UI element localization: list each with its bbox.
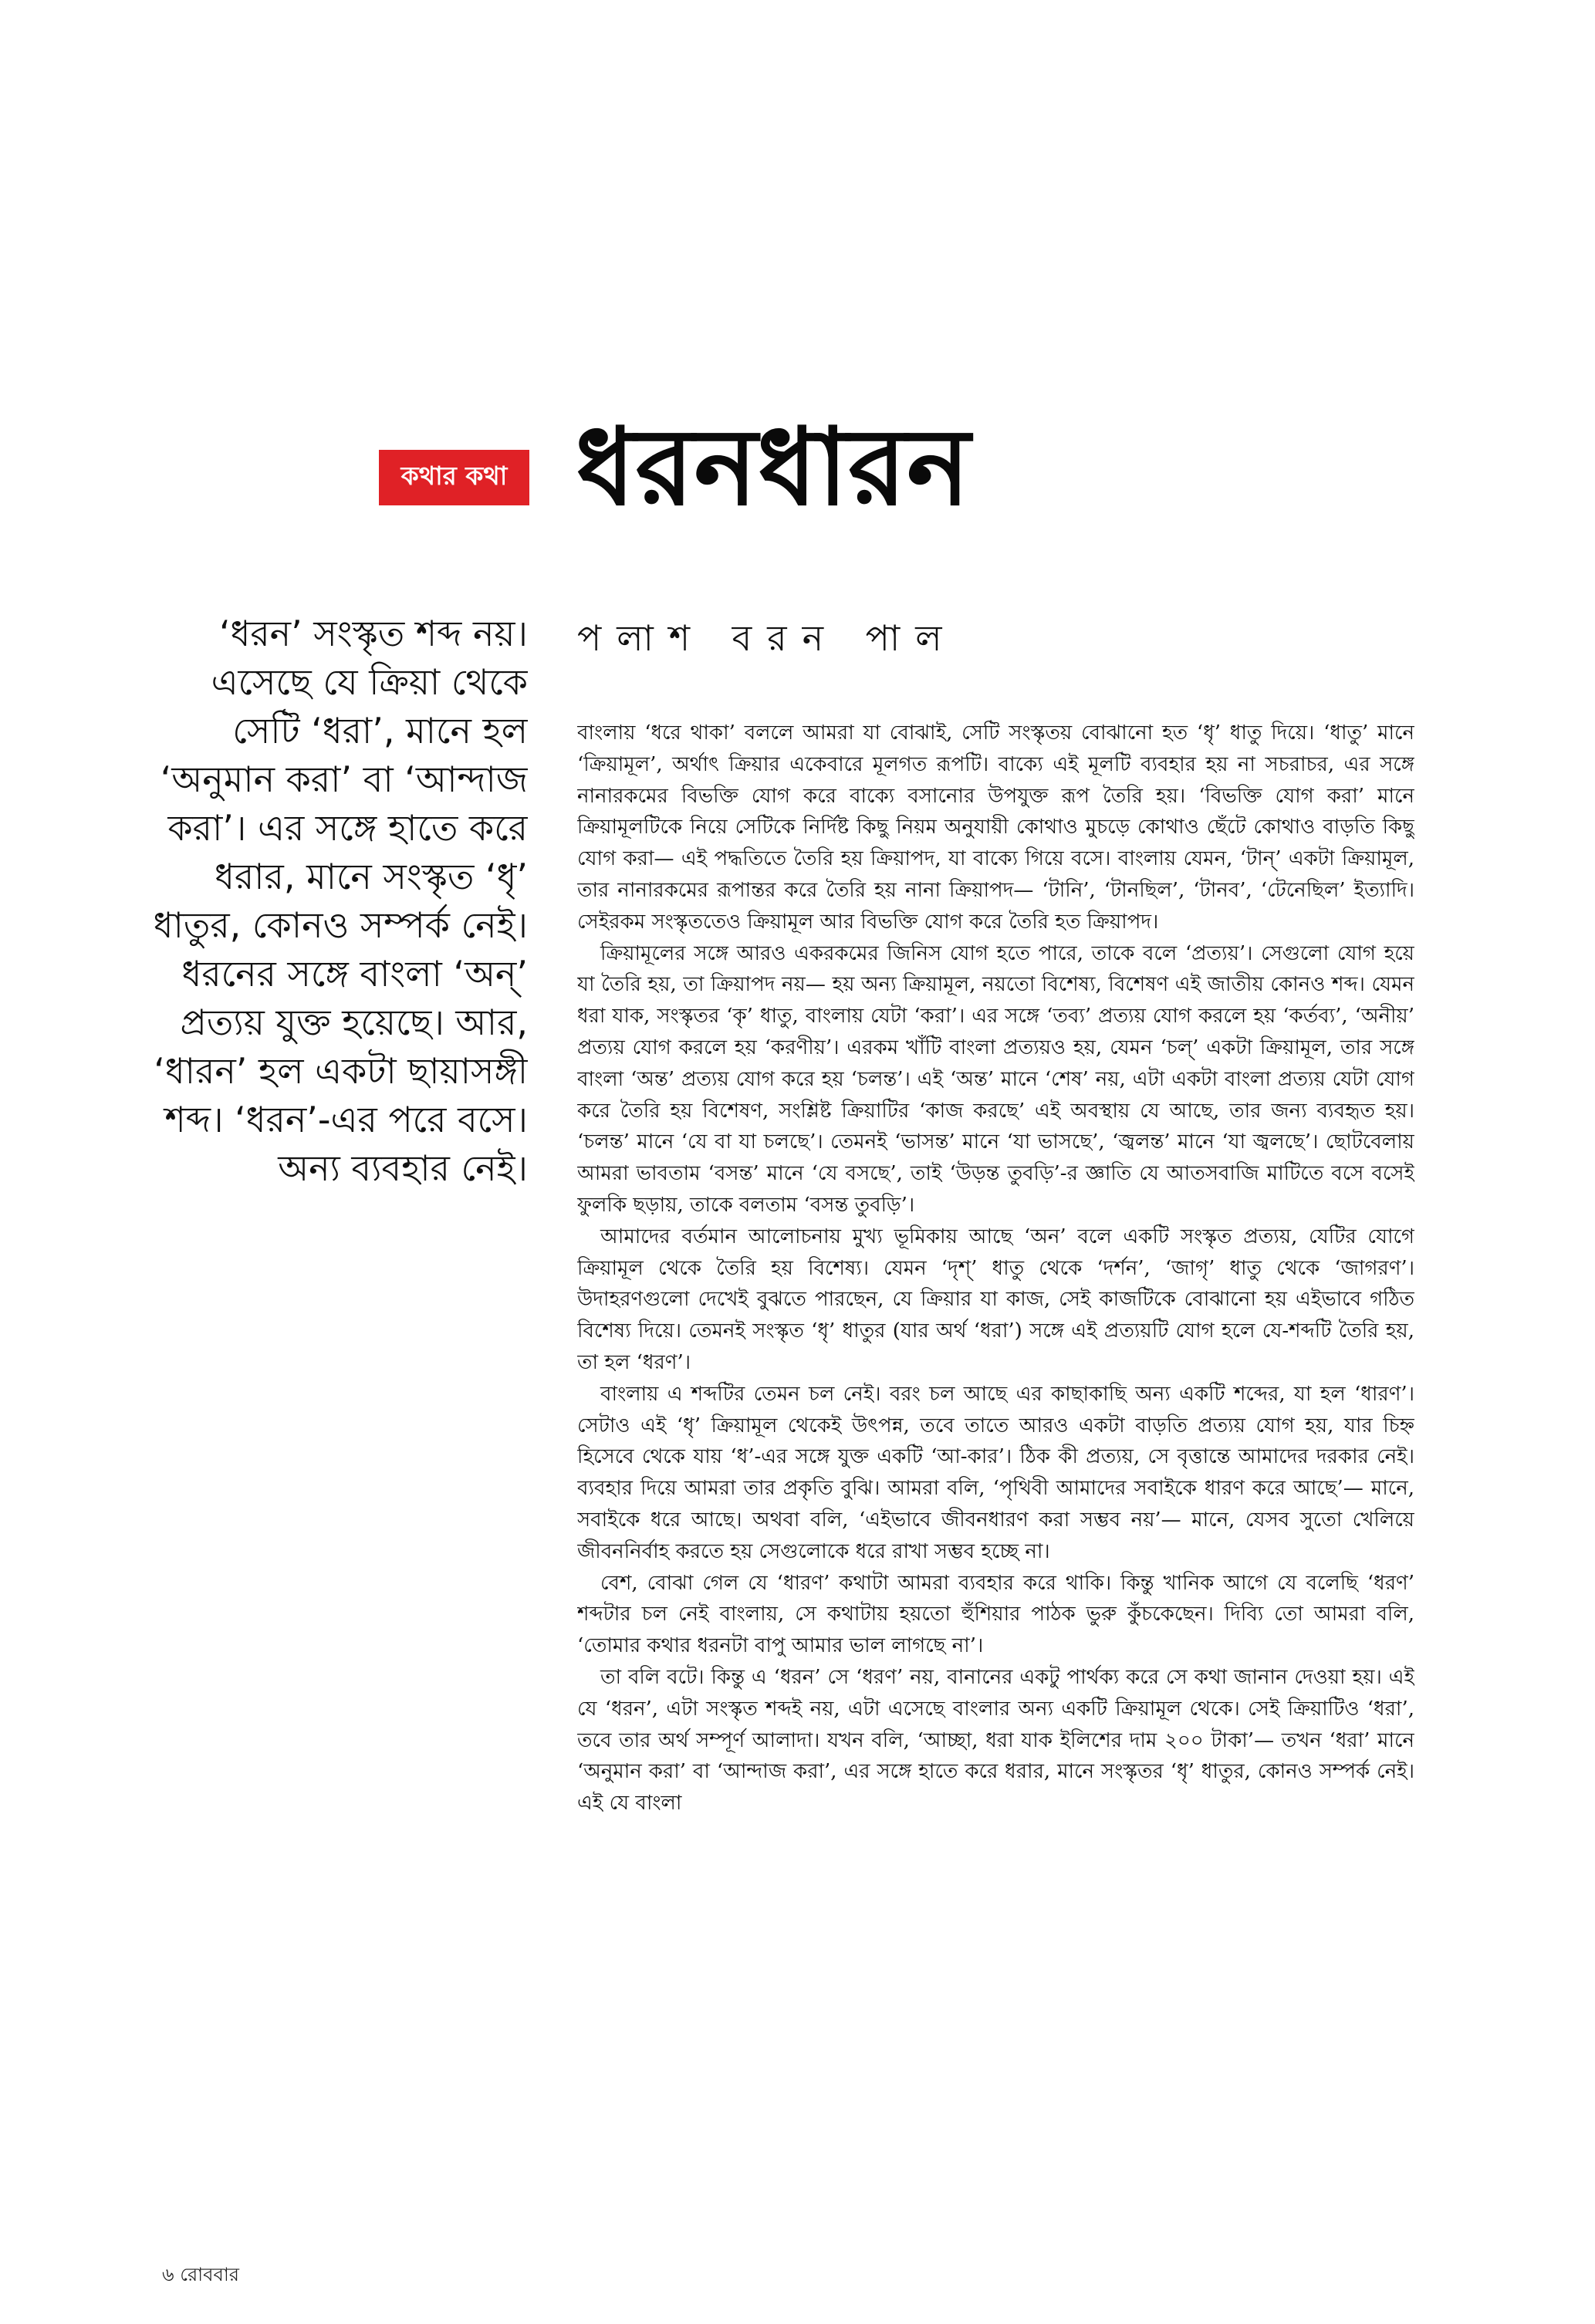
pull-quote: [147, 610, 528, 1559]
paragraph: আমাদের বর্তমান আলোচনায় মুখ্য ভূমিকায় আছে ‘অন’ বলে একটি সংস্কৃত প্রত্যয়, যেটির যোগে ক্রিয়ামূল থেকে তৈরি হয় বিশেষ্য। যেমন ‘দৃশ্’ ধাতু থেকে ‘দর্শন’, ‘জাগৃ’ ধাতু থেকে ‘জাগরণ’। উদাহরণগুলো দেখেই বুঝতে পারছেন, যে ক্রিয়ার যা কাজ, সেই কাজটিকে বোঝানো হয় এইভাবে গঠিত বিশেষ্য দিয়ে। তেমনই সংস্কৃত ‘ধৃ’ ধাতুর (যার অর্থ ‘ধরা’) সঙ্গে এই প্রত্যয়টি যোগ হলে যে-শব্দটি তৈরি হয়, তা হল ‘ধরণ’।: [577, 1224, 1414, 1374]
article-body: [577, 718, 1414, 2130]
paragraph: বেশ, বোঝা গেল যে ‘ধারণ’ কথাটা আমরা ব্যবহার করে থাকি। কিন্তু খানিক আগে যে বলেছি ‘ধরণ’ শব্দটার চল নেই বাংলায়, সে কথাটায় হয়তো হুঁশিয়ার পাঠক ভুরু কুঁচকেছেন। দিব্যি তো আমরা বলি, ‘তোমার কথার ধরনটা বাপু আমার ভাল লাগছে না’।: [577, 1571, 1414, 1658]
author-byline: পলাশ বরন পাল: [577, 617, 958, 659]
pull-quote-text: ‘ধরন’ সংস্কৃত শব্দ নয়। এসেছে যে ক্রিয়া থেকে সেটি ‘ধরা’, মানে হল ‘অনুমান করা’ বা ‘আন্দাজ করা’। এর সঙ্গে হাতে করে ধরার, মানে সংস্কৃত ‘ধৃ’ ধাতুর, কোনও সম্পর্ক নেই। ধরনের সঙ্গে বাংলা ‘অন্’ প্রত্যয় যুক্ত হয়েছে। আর, ‘ধারন’ হল একটা ছায়াসঙ্গী শব্দ। ‘ধরন’-এর পরে বসে। অন্য ব্যবহার নেই।: [153, 613, 528, 1189]
article-title: ধরনধারন: [576, 405, 971, 529]
page-footer: ৬ রোববার: [162, 2264, 240, 2285]
section-tag: কথার কথা: [379, 450, 529, 505]
paragraph: বাংলায় ‘ধরে থাকা’ বললে আমরা যা বোঝাই, সেটি সংস্কৃতয় বোঝানো হত ‘ধৃ’ ধাতু দিয়ে। ‘ধাতু’ মানে ‘ক্রিয়ামূল’, অর্থাৎ ক্রিয়ার একেবারে মূলগত রূপটি। বাক্যে এই মূলটি ব্যবহার হয় না সচরাচর, এর সঙ্গে নানারকমের বিভক্তি যোগ করে বাক্যে বসানোর উপযুক্ত রূপ তৈরি হয়। ‘বিভক্তি যোগ করা’ মানে ক্রিয়ামূলটিকে নিয়ে সেটিকে নির্দিষ্ট কিছু নিয়ম অনুযায়ী কোথাও মুচড়ে কোথাও ছেঁটে কোথাও বাড়তি কিছু যোগ করা— এই পদ্ধতিতে তৈরি হয় ক্রিয়াপদ, যা বাক্যে গিয়ে বসে। বাংলায় যেমন, ‘টান্’ একটা ক্রিয়ামূল, তার নানারকমের রূপান্তর করে তৈরি হয় নানা ক্রিয়াপদ— ‘টানি’, ‘টানছিল’, ‘টানব’, ‘টেনেছিল’ ইত্যাদি। সেইরকম সংস্কৃততেও ক্রিয়ামূল আর বিভক্তি যোগ করে তৈরি হত ক্রিয়াপদ।: [577, 721, 1414, 934]
paragraph: বাংলায় এ শব্দটির তেমন চল নেই। বরং চল আছে এর কাছাকাছি অন্য একটি শব্দের, যা হল ‘ধারণ’। সেটাও এই ‘ধৃ’ ক্রিয়ামূল থেকেই উৎপন্ন, তবে তাতে আরও একটা বাড়তি প্রত্যয় যোগ হয়, যার চিহ্ন হিসেবে থেকে যায় ‘ধ’-এর সঙ্গে যুক্ত একটি ‘আ-কার’। ঠিক কী প্রত্যয়, সে বৃত্তান্তে আমাদের দরকার নেই। ব্যবহার দিয়ে আমরা তার প্রকৃতি বুঝি। আমরা বলি, ‘পৃথিবী আমাদের সবাইকে ধারণ করে আছে’— মানে, সবাইকে ধরে আছে। অথবা বলি, ‘এইভাবে জীবনধারণ করা সম্ভব নয়’— মানে, যেসব সুতো খেলিয়ে জীবননির্বাহ করতে হয় সেগুলোকে ধরে রাখা সম্ভব হচ্ছে না।: [577, 1382, 1414, 1563]
paragraph: তা বলি বটে। কিন্তু এ ‘ধরন’ সে ‘ধরণ’ নয়, বানানের একটু পার্থক্য করে সে কথা জানান দেওয়া হয়। এই যে ‘ধরন’, এটা সংস্কৃত শব্দই নয়, এটা এসেছে বাংলার অন্য একটি ক্রিয়ামূল থেকে। সেই ক্রিয়াটিও ‘ধরা’, তবে তার অর্থ সম্পূর্ণ আলাদা। যখন বলি, ‘আচ্ছা, ধরা যাক ইলিশের দাম ২০০ টাকা’— তখন ‘ধরা’ মানে ‘অনুমান করা’ বা ‘আন্দাজ করা’, এর সঙ্গে হাতে করে ধরার, মানে সংস্কৃতর ‘ধৃ’ ধাতুর, কোনও সম্পর্ক নেই। এই যে বাংলা: [577, 1665, 1414, 1816]
paragraph: ক্রিয়ামূলের সঙ্গে আরও একরকমের জিনিস যোগ হতে পারে, তাকে বলে ‘প্রত্যয়’। সেগুলো যোগ হয়ে যা তৈরি হয়, তা ক্রিয়াপদ নয়— হয় অন্য ক্রিয়ামূল, নয়তো বিশেষ্য, বিশেষণ এই জাতীয় কোনও শব্দ। যেমন ধরা যাক, সংস্কৃতর ‘কৃ’ ধাতু, বাংলায় যেটা ‘করা’। এর সঙ্গে ‘তব্য’ প্রত্যয় যোগ করলে হয় ‘কর্তব্য’, ‘অনীয়’ প্রত্যয় যোগ করলে হয় ‘করণীয়’। এরকম খাঁটি বাংলা প্রত্যয়ও হয়, যেমন ‘চল্’ একটা ক্রিয়ামূল, তার সঙ্গে বাংলা ‘অন্ত’ প্রত্যয় যোগ করে হয় ‘চলন্ত’। এই ‘অন্ত’ মানে ‘শেষ’ নয়, এটা একটা বাংলা প্রত্যয় যেটা যোগ করে তৈরি হয় বিশেষণ, সংশ্লিষ্ট ক্রিয়াটির ‘কাজ করছে’ এই অবস্থায় যে আছে, তার জন্য ব্যবহৃত হয়। ‘চলন্ত’ মানে ‘যে বা যা চলছে’। তেমনই ‘ভাসন্ত’ মানে ‘যা ভাসছে’, ‘জ্বলন্ত’ মানে ‘যা জ্বলছে’। ছোটবেলায় আমরা ভাবতাম ‘বসন্ত’ মানে ‘যে বসছে’, তাই ‘উড়ন্ত তুবড়ি’-র জ্ঞাতি যে আতসবাজি মাটিতে বসে বসেই ফুলকি ছড়ায়, তাকে বলতাম ‘বসন্ত তুবড়ি’।: [577, 941, 1414, 1217]
